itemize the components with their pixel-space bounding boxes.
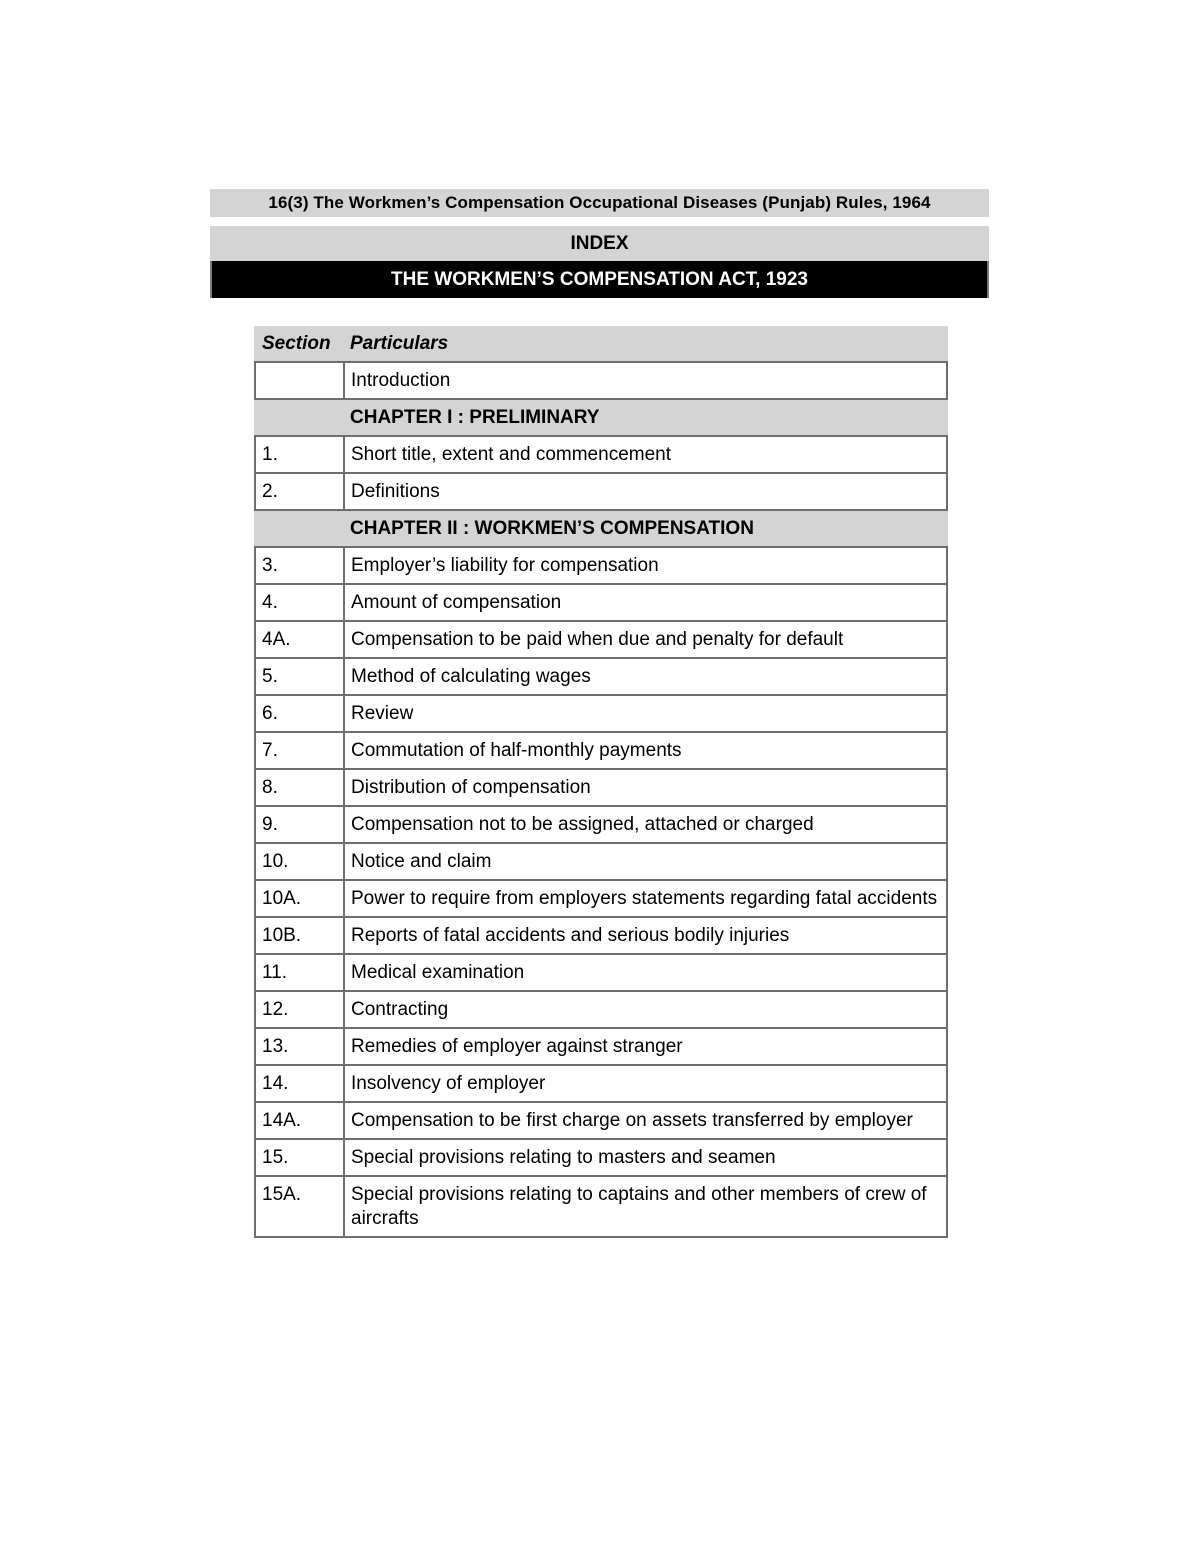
particular-text: Remedies of employer against stranger (344, 1028, 947, 1065)
section-number: 12. (255, 991, 344, 1028)
section-number: 15. (255, 1139, 344, 1176)
particular-text: Medical examination (344, 954, 947, 991)
table-row (255, 880, 947, 917)
table-row (255, 695, 947, 732)
table-header-row (255, 326, 947, 362)
section-number: 10A. (255, 880, 344, 917)
particular-text: Contracting (344, 991, 947, 1028)
particular-text: Short title, extent and commencement (344, 436, 947, 473)
chapter-title: CHAPTER II : WORKMEN’S COMPENSATION (344, 510, 947, 547)
section-column-header: Section (255, 326, 344, 362)
section-number (255, 362, 344, 399)
table-row (255, 806, 947, 843)
table-row (255, 436, 947, 473)
section-number: 5. (255, 658, 344, 695)
section-number: 15A. (255, 1176, 344, 1237)
section-number: 9. (255, 806, 344, 843)
section-number: 3. (255, 547, 344, 584)
table-row (255, 769, 947, 806)
table-row (255, 1139, 947, 1176)
particular-text: Compensation not to be assigned, attached or charged (344, 806, 947, 843)
particular-text: Employer’s liability for compensation (344, 547, 947, 584)
particular-text: Review (344, 695, 947, 732)
particular-text: Special provisions relating to captains and other members of crew of aircrafts (344, 1176, 947, 1237)
index-table (254, 326, 948, 1238)
particular-text: Insolvency of employer (344, 1065, 947, 1102)
table-row (255, 658, 947, 695)
section-number: 6. (255, 695, 344, 732)
particular-text: Compensation to be paid when due and penalty for default (344, 621, 947, 658)
table-row (255, 954, 947, 991)
table-row (255, 621, 947, 658)
section-number: 8. (255, 769, 344, 806)
particular-text: Distribution of compensation (344, 769, 947, 806)
section-number: 2. (255, 473, 344, 510)
table-row (255, 1028, 947, 1065)
table-row (255, 584, 947, 621)
section-number: 1. (255, 436, 344, 473)
table-row (255, 547, 947, 584)
chapter-title: CHAPTER I : PRELIMINARY (344, 399, 947, 436)
section-number: 4. (255, 584, 344, 621)
section-number (255, 399, 344, 436)
section-number: 11. (255, 954, 344, 991)
chapter-row (255, 399, 947, 436)
particular-text: Method of calculating wages (344, 658, 947, 695)
table-row (255, 1065, 947, 1102)
section-number: 7. (255, 732, 344, 769)
running-header: 16(3) The Workmen’s Compensation Occupational Diseases (Punjab) Rules, 1964 (210, 189, 989, 217)
table-row (255, 473, 947, 510)
section-number: 13. (255, 1028, 344, 1065)
particular-text: Notice and claim (344, 843, 947, 880)
particular-text: Introduction (344, 362, 947, 399)
table-row (255, 732, 947, 769)
particular-text: Power to require from employers statements regarding fatal accidents (344, 880, 947, 917)
section-number: 14. (255, 1065, 344, 1102)
table-row (255, 917, 947, 954)
act-title: THE WORKMEN’S COMPENSATION ACT, 1923 (210, 261, 989, 298)
section-number: 4A. (255, 621, 344, 658)
particular-text: Commutation of half-monthly payments (344, 732, 947, 769)
table-row (255, 1102, 947, 1139)
table-row (255, 843, 947, 880)
table-row (255, 362, 947, 399)
table-row (255, 1176, 947, 1237)
particular-text: Amount of compensation (344, 584, 947, 621)
particulars-column-header: Particulars (344, 326, 947, 362)
section-number: 10. (255, 843, 344, 880)
particular-text: Special provisions relating to masters and seamen (344, 1139, 947, 1176)
section-number (255, 510, 344, 547)
chapter-row (255, 510, 947, 547)
section-number: 14A. (255, 1102, 344, 1139)
particular-text: Compensation to be first charge on assets transferred by employer (344, 1102, 947, 1139)
particular-text: Definitions (344, 473, 947, 510)
table-row (255, 991, 947, 1028)
section-number: 10B. (255, 917, 344, 954)
index-title: INDEX (210, 226, 989, 261)
particular-text: Reports of fatal accidents and serious bodily injuries (344, 917, 947, 954)
